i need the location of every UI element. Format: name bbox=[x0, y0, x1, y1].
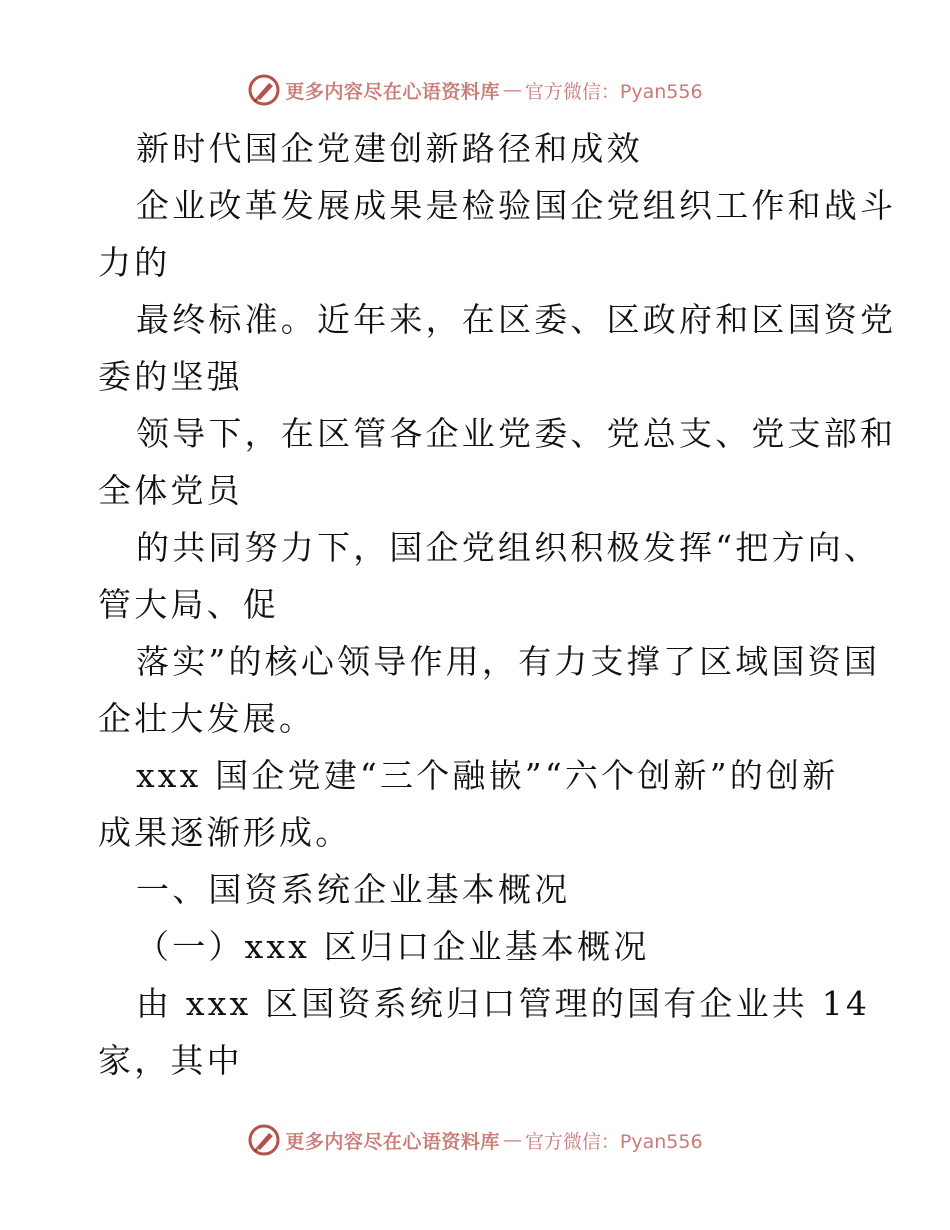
watermark-dash: — bbox=[502, 79, 522, 101]
text-line: 落实”的核心领导作用，有力支撑了区域国资国 bbox=[136, 642, 881, 681]
text-line: 领导下，在区管各企业党委、党总支、党支部和 bbox=[136, 414, 897, 453]
section-heading: 一、国资系统企业基本概况 bbox=[136, 870, 571, 909]
document-body bbox=[98, 120, 897, 1089]
pen-logo-icon bbox=[247, 73, 281, 107]
text-line: 全体党员 bbox=[98, 471, 243, 510]
text-line: 家，其中 bbox=[98, 1041, 243, 1080]
text-line: 管大局、促 bbox=[98, 585, 279, 624]
watermark-site-text: 更多内容尽在心语资料库 bbox=[285, 80, 500, 103]
text-line: 企壮大发展。 bbox=[98, 699, 316, 738]
doc-title: 新时代国企党建创新路径和成效 bbox=[136, 129, 643, 168]
subsection-heading: （一）xxx 区归口企业基本概况 bbox=[136, 927, 650, 966]
text-line: xxx 国企党建“三个融嵌”“六个创新”的创新 bbox=[136, 756, 839, 795]
footer-watermark bbox=[0, 1120, 950, 1160]
text-line: 最终标准。近年来，在区委、区政府和区国资党 bbox=[136, 300, 897, 339]
watermark-wechat-text: 官方微信：Pyan556 bbox=[524, 1130, 703, 1153]
pen-logo-icon bbox=[247, 1123, 281, 1157]
text-line: 力的 bbox=[98, 243, 171, 282]
header-watermark bbox=[0, 70, 950, 110]
watermark-wechat-text: 官方微信：Pyan556 bbox=[524, 80, 703, 103]
text-line: 企业改革发展成果是检验国企党组织工作和战斗 bbox=[136, 186, 897, 225]
text-line: 委的坚强 bbox=[98, 357, 243, 396]
text-line: 的共同努力下，国企党组织积极发挥“把方向、 bbox=[136, 528, 881, 567]
text-line: 成果逐渐形成。 bbox=[98, 813, 352, 852]
text-line: 由 xxx 区国资系统归口管理的国有企业共 14 bbox=[136, 984, 871, 1023]
watermark-dash: — bbox=[502, 1129, 522, 1151]
watermark-site-text: 更多内容尽在心语资料库 bbox=[285, 1130, 500, 1153]
